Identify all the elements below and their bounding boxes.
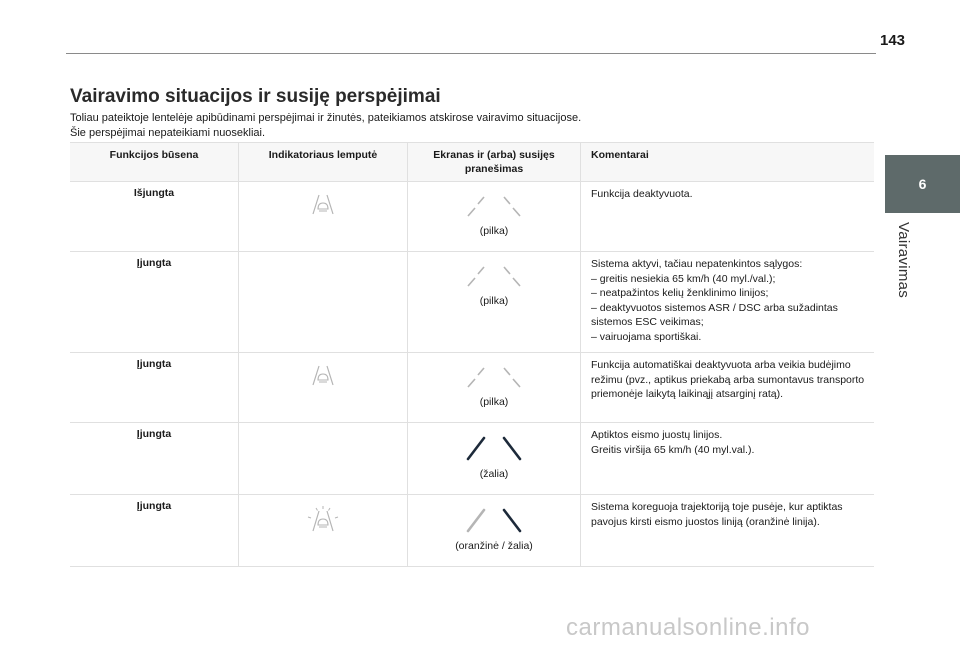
lane-keep-lamp-icon bbox=[306, 192, 340, 216]
state-cell: Įjungta bbox=[70, 495, 239, 567]
lane-keep-active-lamp-icon bbox=[304, 505, 342, 533]
comment-line: Aptiktos eismo juostų linijos. bbox=[591, 429, 723, 441]
page-number: 143 bbox=[880, 32, 906, 49]
lane-markings-dashed-icon bbox=[464, 365, 524, 389]
state-cell: Įjungta bbox=[70, 423, 239, 495]
comment-line: Funkcija automatiškai deaktyvuota arba veikia budėjimo režimu (pvz., aptikus priekabą arba sumontavus transporto priemonėje laikytą laikinąjį atsarginį ratą). bbox=[591, 359, 865, 400]
state-cell: Išjungta bbox=[70, 182, 239, 252]
lamp-cell bbox=[239, 182, 408, 252]
screen-cell bbox=[408, 495, 581, 567]
top-rule bbox=[66, 53, 876, 54]
warnings-table bbox=[70, 142, 874, 567]
table-row bbox=[70, 252, 874, 353]
comment-line: Funkcija deaktyvuota. bbox=[591, 188, 693, 200]
lane-markings-solid-icon bbox=[464, 435, 524, 461]
state-cell: Įjungta bbox=[70, 353, 239, 423]
lane-markings-correcting-icon bbox=[464, 507, 524, 533]
header-state: Funkcijos būsena bbox=[70, 143, 239, 182]
screen-cell bbox=[408, 182, 581, 252]
comment-line: – deaktyvuotos sistemos ASR / DSC arba sužadintas sistemos ESC veikimas; bbox=[591, 301, 838, 328]
screen-cell bbox=[408, 353, 581, 423]
comment-cell bbox=[581, 182, 875, 252]
comment-line: Sistema aktyvi, tačiau nepatenkintos sąlygos: bbox=[591, 258, 803, 270]
comment-line: – vairuojama sportiškai. bbox=[591, 330, 702, 343]
table-header-row bbox=[70, 143, 874, 182]
lane-markings-dashed-icon bbox=[464, 194, 524, 218]
comment-line: – greitis nesiekia 65 km/h (40 myl./val.); bbox=[591, 272, 776, 285]
screen-color-label: (pilka) bbox=[479, 295, 509, 307]
screen-color-label: (pilka) bbox=[479, 225, 509, 237]
comment-line: Sistema koreguoja trajektoriją toje pusėje, kur aptiktas pavojus kirsti eismo juostos liniją (oranžinė linija). bbox=[591, 501, 843, 528]
table-row bbox=[70, 182, 874, 252]
screen-color-label: (oranžinė / žalia) bbox=[455, 540, 533, 552]
header-lamp: Indikatoriaus lemputė bbox=[239, 143, 408, 182]
lamp-cell bbox=[239, 252, 408, 353]
state-cell: Įjungta bbox=[70, 252, 239, 353]
chapter-tab[interactable] bbox=[885, 155, 960, 213]
comment-cell bbox=[581, 353, 875, 423]
lamp-cell bbox=[239, 353, 408, 423]
table-row bbox=[70, 495, 874, 567]
comment-cell bbox=[581, 252, 875, 353]
table-row bbox=[70, 353, 874, 423]
lane-keep-lamp-icon bbox=[306, 363, 340, 387]
watermark: carmanualsonline.info bbox=[566, 614, 810, 641]
screen-cell bbox=[408, 252, 581, 353]
header-screen: Ekranas ir (arba) susijęs pranešimas bbox=[408, 143, 581, 182]
lamp-cell bbox=[239, 423, 408, 495]
comment-cell bbox=[581, 423, 875, 495]
lane-markings-dashed-icon bbox=[464, 264, 524, 288]
intro-text bbox=[70, 111, 581, 141]
table-row bbox=[70, 423, 874, 495]
screen-color-label: (žalia) bbox=[479, 468, 509, 480]
intro-line: Šie perspėjimai nepateikiami nuosekliai. bbox=[70, 127, 266, 139]
header-comment: Komentarai bbox=[581, 143, 875, 182]
page-title: Vairavimo situacijos ir susiję perspėjimai bbox=[70, 86, 441, 107]
intro-line: Toliau pateiktoje lentelėje apibūdinami perspėjimai ir žinutės, pateikiamos atskirose vairavimo situacijose. bbox=[70, 112, 582, 124]
comment-line: – neatpažintos kelių ženklinimo linijos; bbox=[591, 287, 769, 299]
chapter-label: Vairavimas bbox=[895, 222, 912, 299]
comment-cell bbox=[581, 495, 875, 567]
lamp-cell bbox=[239, 495, 408, 567]
screen-color-label: (pilka) bbox=[479, 396, 509, 408]
chapter-number: 6 bbox=[918, 176, 927, 192]
screen-cell bbox=[408, 423, 581, 495]
comment-line: Greitis viršija 65 km/h (40 myl.val.). bbox=[591, 443, 755, 456]
